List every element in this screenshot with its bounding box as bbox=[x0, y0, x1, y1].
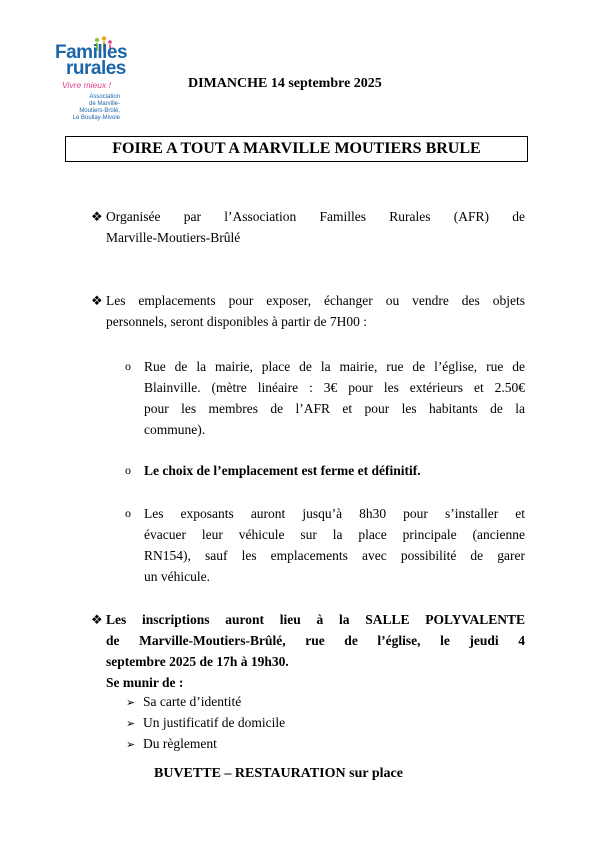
bullet-text-line: Les emplacements pour exposer, échanger ou vendre des objets bbox=[106, 293, 525, 308]
bullet-text-line: septembre 2025 de 17h à 19h30. bbox=[106, 654, 289, 669]
sub-text-line: un véhicule. bbox=[144, 569, 210, 584]
sub-item-streets bbox=[125, 356, 525, 440]
bullet-text-line: Les inscriptions auront lieu à la SALLE POLYVALENTE bbox=[106, 612, 525, 627]
sub-text-line: pour les membres de l’AFR et pour les habitants de la bbox=[144, 401, 525, 416]
sub-text-line: Le choix de l’emplacement est ferme et définitif. bbox=[144, 463, 421, 478]
association-line: de Marville- bbox=[88, 101, 120, 107]
event-date: DIMANCHE 14 septembre 2025 bbox=[188, 76, 382, 91]
arrow-bullet-icon: ➢ bbox=[126, 739, 136, 751]
sub-item-exhibitors bbox=[125, 503, 525, 587]
bullet-text-line: Organisée par l’Association Familles Rurales (AFR) de bbox=[106, 209, 525, 224]
checklist-item-label: Sa carte d’identité bbox=[143, 694, 242, 709]
checklist-item-label: Un justificatif de domicile bbox=[143, 715, 286, 730]
bullet-text-line: personnels, seront disponibles à partir de 7H00 : bbox=[106, 314, 367, 329]
sub-text-line: évacuer leur véhicule sur la place principale (ancienne bbox=[144, 527, 525, 542]
logo-line-1: Familles bbox=[55, 42, 128, 63]
association-line: Moutiers-Brûlé, bbox=[79, 108, 120, 114]
bullet-organised bbox=[91, 206, 525, 248]
association-line: Le Boullay-Mivoie bbox=[72, 115, 120, 121]
bullet-emplacements bbox=[91, 290, 525, 332]
sub-text-line: RN154), sauf les emplacements avec possibilité de garer bbox=[144, 548, 525, 563]
diamond-bullet-icon: ❖ bbox=[91, 293, 103, 308]
sub-text-line: Rue de la mairie, place de la mairie, rue de l’église, rue de bbox=[144, 359, 525, 374]
bullet-text-line: de Marville-Moutiers-Brûlé, rue de l’église, le jeudi 4 bbox=[106, 633, 525, 648]
sub-text-line: Blainville. (mètre linéaire : 3€ pour les extérieurs et 2.50€ bbox=[144, 380, 525, 395]
arrow-bullet-icon: ➢ bbox=[126, 718, 136, 730]
page-title: FOIRE A TOUT A MARVILLE MOUTIERS BRULE bbox=[65, 136, 528, 162]
familles-rurales-logo bbox=[52, 36, 132, 126]
diamond-bullet-icon: ❖ bbox=[91, 612, 103, 627]
sub-text-line: commune). bbox=[144, 422, 206, 437]
bring-label: Se munir de : bbox=[106, 675, 184, 690]
circle-bullet-icon: o bbox=[125, 359, 131, 373]
logo-line-2: rurales bbox=[66, 58, 126, 79]
checklist-item-label: Du règlement bbox=[143, 736, 217, 751]
association-line: Association bbox=[89, 94, 120, 100]
circle-bullet-icon: o bbox=[125, 506, 131, 520]
bullet-text-line: Marville-Moutiers-Brûlé bbox=[106, 230, 241, 245]
sub-text-line: Les exposants auront jusqu’à 8h30 pour s’installer et bbox=[144, 506, 525, 521]
diamond-bullet-icon: ❖ bbox=[91, 209, 103, 224]
footer-buvette: BUVETTE – RESTAURATION sur place bbox=[154, 766, 403, 781]
bullet-registration bbox=[91, 609, 525, 693]
logo-association bbox=[52, 94, 120, 122]
arrow-bullet-icon: ➢ bbox=[126, 697, 136, 709]
checklist-item bbox=[126, 691, 241, 714]
checklist-item bbox=[126, 712, 285, 735]
circle-bullet-icon: o bbox=[125, 463, 131, 477]
logo-tagline: Vivre mieux ! bbox=[62, 80, 111, 90]
checklist-item bbox=[126, 733, 217, 756]
sub-item-choice bbox=[125, 460, 525, 481]
